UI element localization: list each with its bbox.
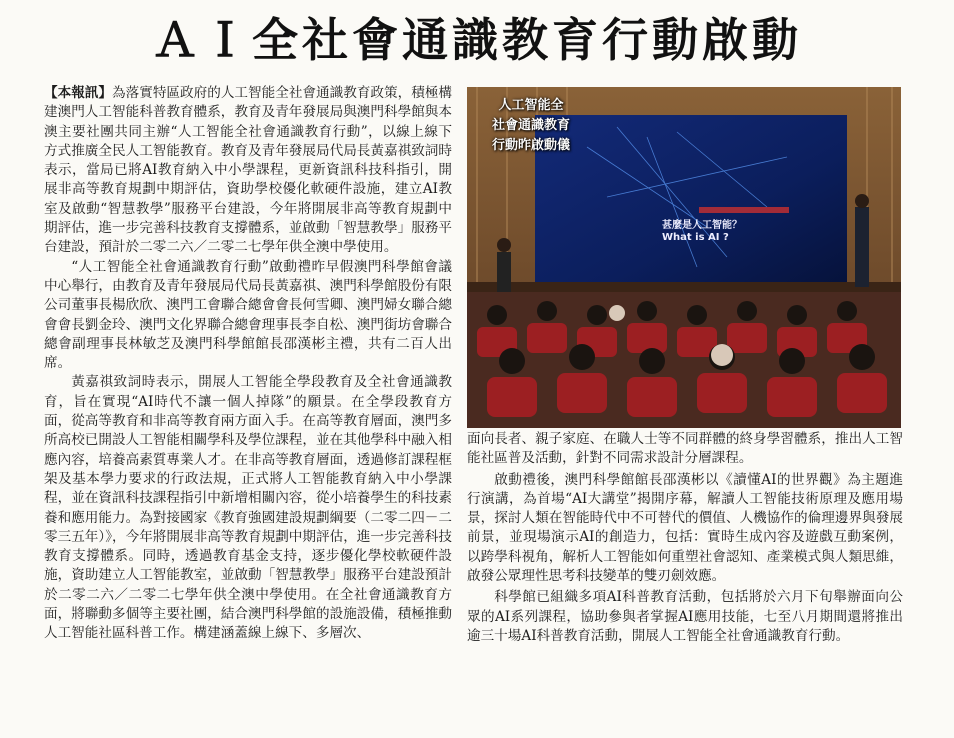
photo-caption <box>476 96 586 156</box>
caption-line: 社會通識教育 <box>491 118 570 133</box>
screen-line: 甚麼是人工智能？ <box>662 220 742 231</box>
article-paragraph: 黃嘉祺致詞時表示，開展人工智能全學段教育及全社會通識教育，旨在實現“AI時代不讓一個人掉隊”的願景。在全學段教育方面，從高等教育和非高等教育兩方面入手。在高等教育層面，澳門多所高校已開設人工智能相關學科及學位課程，並在其他學科中融入相應內容，培養高素質專業人才。在非高等教育層面，透過修訂課程框架及基本學力要求的行政法規，正式將人工智能教育納入中小學課程，並在資訊科技課程指引中新增相關內容，從小培養學生的科技素養和應用能力。為對接國家《教育強國建設規劃綱要（二零二四－二零三五年）》，今年將開展非高等教育規劃中期評估，進一步完善科技教育支撐體系。同時，透過教育基金支持，逐步優化學校軟硬件設施，資助建立人工智能教室，並啟動「智慧教學」服務平台建設預計於二零二六／二零二七學年供全澳中學使用。在全社會通識教育方面，將聯動多個等主要社團，結合澳門科學館的設施設備，積極推動人工智能社區科普工作。構建涵蓋線上線下、多層次、 <box>44 374 452 642</box>
screen-line: What is AI ? <box>662 232 729 243</box>
article-paragraph <box>44 84 452 258</box>
caption-line: 行動昨啟動儀 <box>491 138 570 153</box>
article-paragraph: “人工智能全社會通識教育行動”啟動禮昨早假澳門科學館會議中心舉行，由教育及青年發展局代局長黃嘉祺、澳門科學館股份有限公司董事長楊欣欣、澳門工會聯合總會會長何雪卿、澳門婦女聯合總會會長劉金玲、澳門文化界聯合總會理事長李自松、澳門街坊會聯合總會副理事長林敏芝及澳門科學館館長邵漢彬主禮，共有二百人出席。 <box>44 258 452 372</box>
article-tag: 【本報訊】 <box>44 85 113 101</box>
caption-line: 人工智能全 <box>498 98 564 113</box>
article-column-right <box>467 430 903 730</box>
headline: ＡＩ全社會通識教育行動啟動 <box>152 13 802 67</box>
article-paragraph: 面向長者、親子家庭、在職人士等不同群體的終身學習體系，推出人工智能社區普及活動，針對不同需求設計分層課程。 <box>467 431 903 467</box>
screen-slide-text <box>662 220 742 244</box>
paragraph-text: 為落實特區政府的人工智能全社會通識教育政策，積極構建澳門人工智能科普教育體系，教育及青年發展局與澳門科學館與本澳主要社團共同主辦“人工智能全社會通識教育行動”，以線上線下方式推廣全民人工智能教育。教育及青年發展局代局長黃嘉祺致詞時表示，當局已將AI教育納入中小學課程，更新資訊科技科指引，開展非高等教育規劃中期評估，資助學校優化軟硬件設施，建立AI教室及啟動“智慧教學”服務平台建設，今年將開展非高等教育規劃中期評估，進一步完善科技教育支撐體系，並啟動「智慧教學」服務平台建設，預計於二零二六／二零二七學年供全澳中學使用。 <box>44 85 452 256</box>
article-column-left <box>44 84 452 732</box>
article-paragraph: 啟動禮後，澳門科學館館長邵漢彬以《讀懂AI的世界觀》為主題進行演講，為首場“AI大講堂”揭開序幕，解讀人工智能技術原理及應用場景，探討人類在智能時代中不可替代的價值、人機協作的倫理邊界與發展前景，並現場演示AI的創造力，包括：實時生成內容及遊戲互動案例，以跨學科視角，解析人工智能如何重塑社會認知、產業模式與人類思維，啟發公眾理性思考科技變革的雙刃劍效應。 <box>467 471 903 585</box>
article-paragraph: 科學館已組織多項AI科普教育活動，包括將於六月下旬舉辦面向公眾的AI系列課程，協助參與者掌握AI應用技能，七至八月期間還將推出逾三十場AI科普教育活動，開展人工智能全社會通識教育行動。 <box>467 589 903 644</box>
